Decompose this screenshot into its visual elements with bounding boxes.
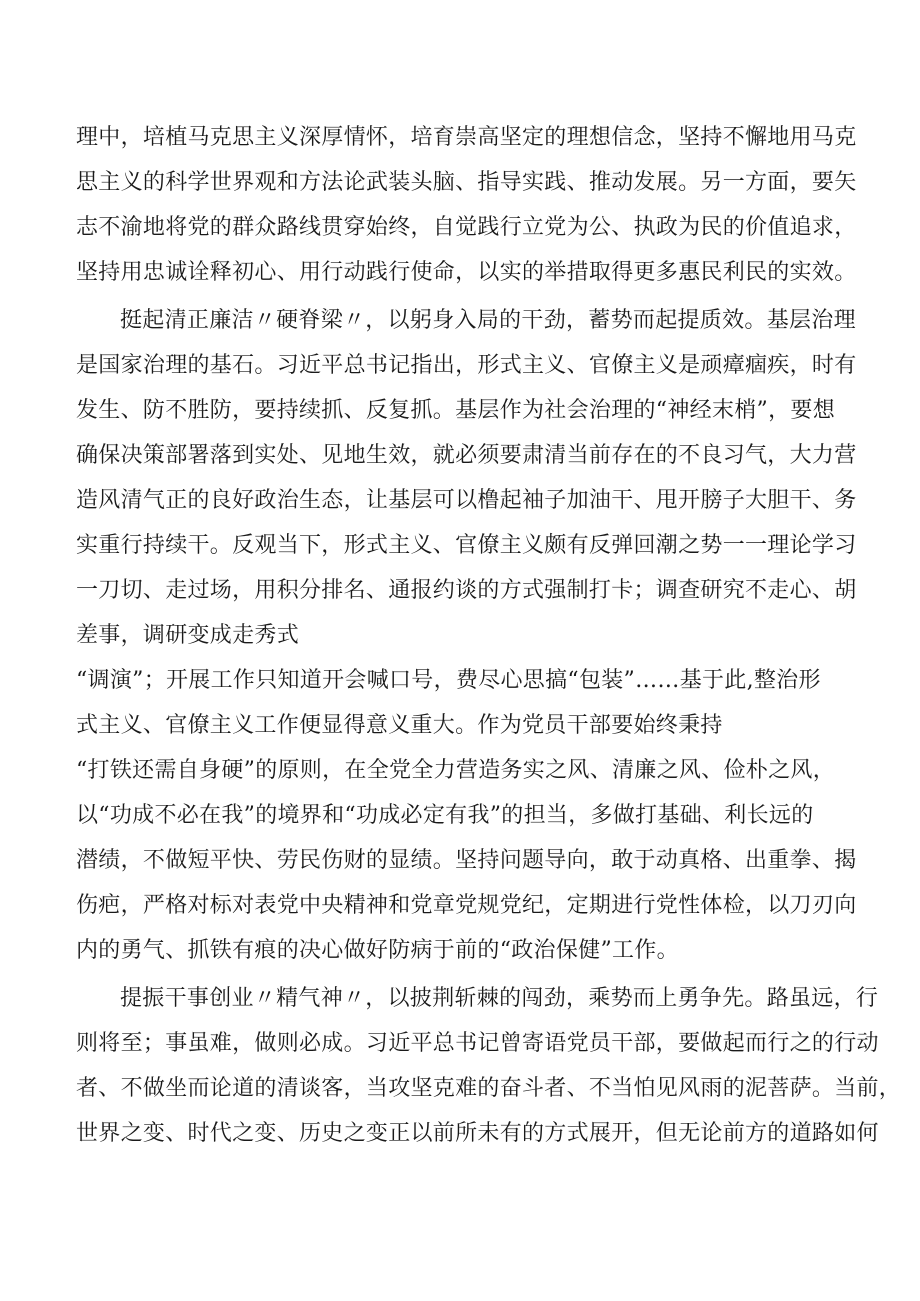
text-line: 式主义、官僚主义工作便显得意义重大。作为党员干部要始终秉持 bbox=[76, 713, 723, 738]
text-line: 理中，培植马克思主义深厚情怀，培育崇高坚定的理想信念，坚持不懈地用马克 bbox=[76, 125, 857, 150]
text-line: 发生、防不胜防，要持续抓、反复抓。基层作为社会治理的“神经末梢”，要想 bbox=[76, 398, 835, 423]
text-line: 是国家治理的基石。习近平总书记指出，形式主义、官僚主义是顽瘴痼疾，时有 bbox=[76, 353, 857, 378]
text-line: 实重行持续干。反观当下，形式主义、官僚主义颇有反弹回潮之势一一理论学习 bbox=[76, 533, 857, 558]
text-line: 造风清气正的良好政治生态，让基层可以橹起袖子加油干、甩开膀子大胆干、务 bbox=[76, 488, 857, 513]
text-line: 以“功成不必在我”的境界和“功成必定有我”的担当，多做打基础、利长远的 bbox=[76, 803, 814, 828]
text-line: 世界之变、时代之变、历史之变正以前所未有的方式展开，但无论前方的道路如何 bbox=[76, 1121, 879, 1146]
text-line: “打铁还需自身硬”的原则，在全党全力营造务实之风、清廉之风、俭朴之风， bbox=[76, 758, 835, 783]
paragraph-start-line: 挺起清正廉洁〃硬脊梁〃，以躬身入局的干劲，蓄势而起提质效。基层治理 bbox=[120, 308, 856, 333]
text-line: 思主义的科学世界观和方法论武装头脑、指导实践、推动发展。另一方面，要矢 bbox=[76, 170, 857, 195]
text-line: 一刀切、走过场，用积分排名、通报约谈的方式强制打卡；调查研究不走心、胡 bbox=[76, 578, 857, 603]
text-line: 确保决策部署落到实处、见地生效，就必须要肃清当前存在的不良习气，大力营 bbox=[76, 443, 857, 468]
text-line: 潜绩，不做短平快、劳民伤财的显绩。坚持问题导向，敢于动真格、出重拳、揭 bbox=[76, 848, 857, 873]
text-line: 伤疤，严格对标对表党中央精神和党章党规党纪，定期进行党性体检，以刀刃向 bbox=[76, 893, 857, 918]
text-line: 内的勇气、抓铁有痕的决心做好防病于前的“政治保健”工作。 bbox=[76, 938, 679, 963]
text-line: 差事，调研变成走秀式 bbox=[76, 623, 300, 648]
text-line: 则将至；事虽难，做则必成。习近平总书记曾寄语党员干部，要做起而行之的行动 bbox=[76, 1031, 879, 1056]
paragraph-start-line: 提振干事创业〃精气神〃，以披荆斩棘的闯劲，乘势而上勇争先。路虽远，行 bbox=[120, 986, 879, 1011]
text-line: 者、不做坐而论道的清谈客，当攻坚克难的奋斗者、不当怕见风雨的泥菩萨。当前， bbox=[76, 1076, 902, 1101]
text-line: 志不渝地将党的群众路线贯穿始终，自觉践行立党为公、执政为民的价值追求， bbox=[76, 215, 857, 240]
text-line: “调演”；开展工作只知道开会喊口号，费尽心思搞“包装”……基于此,整治形 bbox=[76, 668, 821, 693]
text-line: 坚持用忠诚诠释初心、用行动践行使命，以实的举措取得更多惠民利民的实效。 bbox=[76, 260, 857, 285]
